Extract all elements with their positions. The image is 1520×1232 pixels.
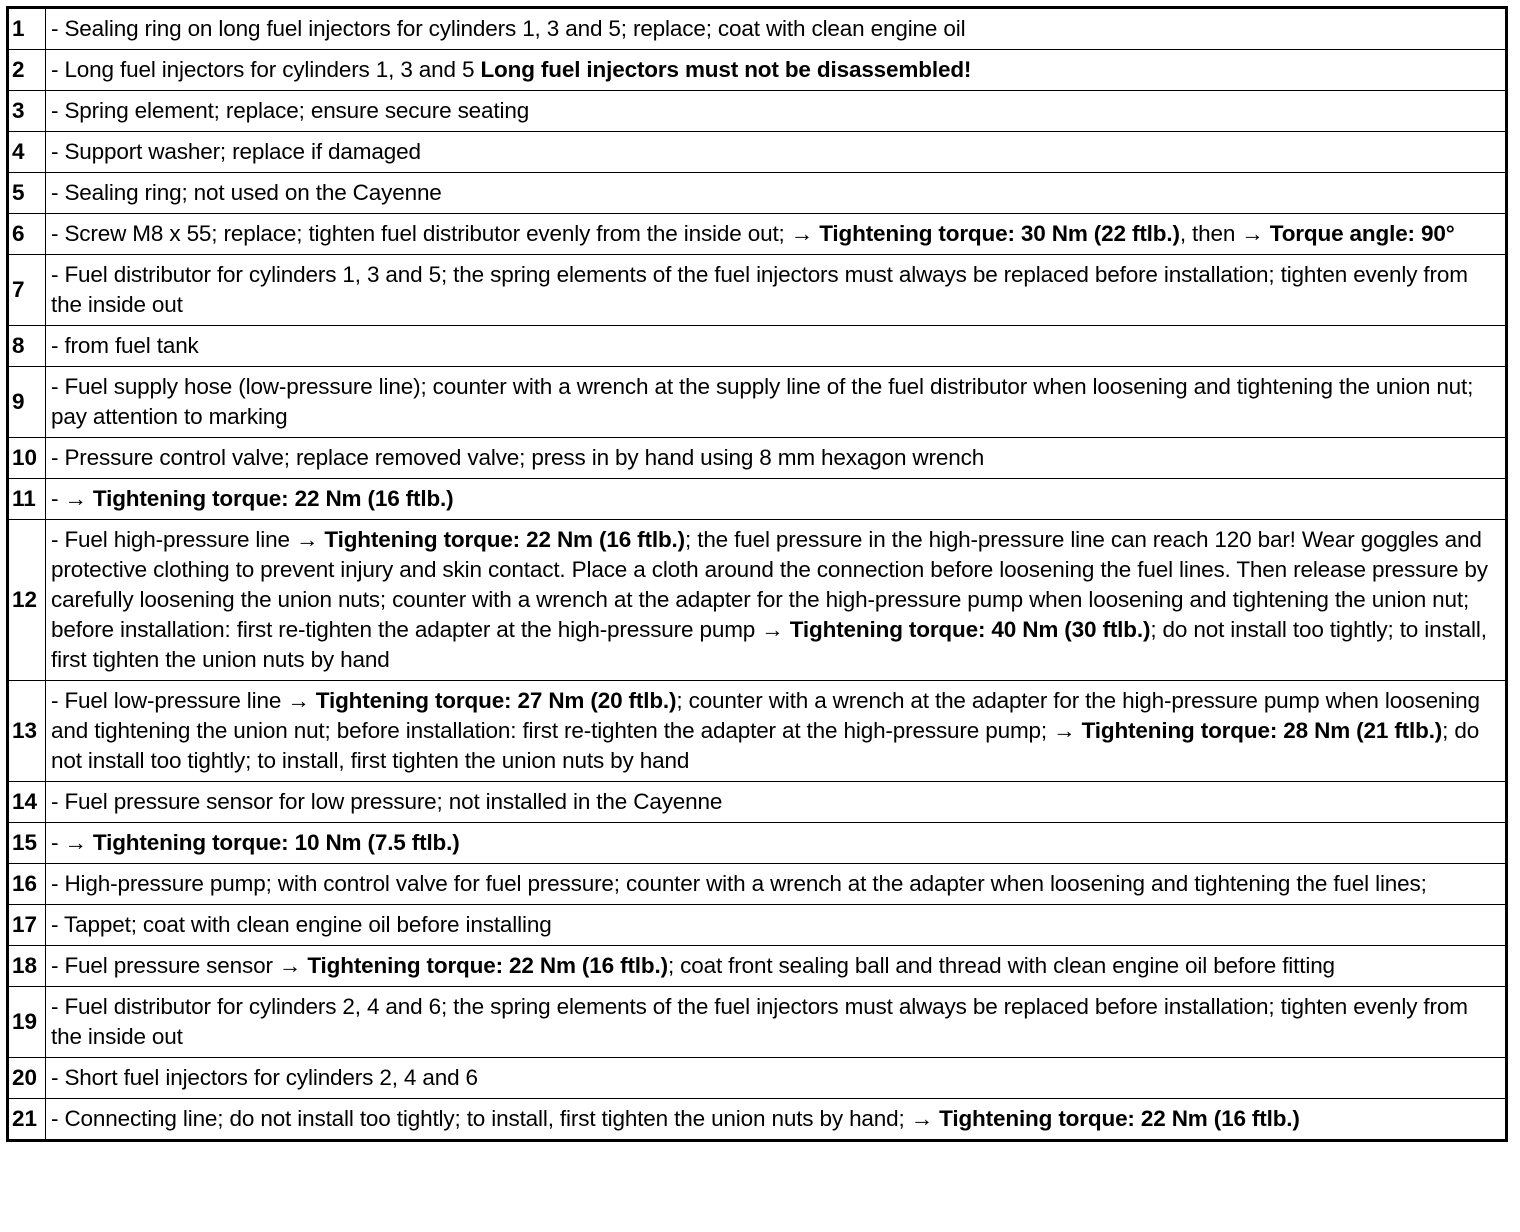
legend-row [8, 823, 1507, 864]
emphasis-text: Tightening torque: 22 Nm (16 ftlb.) [939, 1106, 1300, 1131]
item-description [46, 905, 1507, 946]
emphasis-text: Tightening torque: 40 Nm (30 ftlb.) [789, 617, 1151, 642]
legend-row [8, 91, 1507, 132]
description-text: - Sealing ring on long fuel injectors for cylinders 1, 3 and 5; replace; coat with clean engine oil [51, 16, 966, 41]
legend-row [8, 173, 1507, 214]
description-text: - Fuel low-pressure line → [51, 688, 316, 713]
description-text: - Fuel high-pressure line → [51, 527, 325, 552]
description-text: - → [51, 486, 93, 511]
legend-row [8, 367, 1507, 438]
legend-row [8, 946, 1507, 987]
item-description [46, 255, 1507, 326]
item-number: 17 [8, 905, 46, 946]
item-description [46, 782, 1507, 823]
item-number: 18 [8, 946, 46, 987]
item-number: 1 [8, 8, 46, 50]
description-text: - → [51, 830, 93, 855]
description-text: ; the fuel pressure in the high-pressure line can reach 120 bar! Wear goggles and protective clothing to prevent injury and skin contact. Place a cloth around the connection before loosening the fuel lines. Then release pressure by carefully loosening the union nuts; counter with a wrench at the adapter for the high-pressure pump when loosening and tightening the union nut; before installation: first re-tighten the adapter at the high-pressure pump → [51, 527, 1488, 642]
legend-row [8, 479, 1507, 520]
item-number: 15 [8, 823, 46, 864]
description-text: ; do not install too tightly; to install, first tighten the union nuts by hand [51, 617, 1487, 672]
legend-row [8, 132, 1507, 173]
description-text: - Fuel distributor for cylinders 1, 3 and 5; the spring elements of the fuel injectors must always be replaced before installation; tighten evenly from the inside out [51, 262, 1468, 317]
item-description [46, 50, 1507, 91]
item-number: 14 [8, 782, 46, 823]
parts-legend-table [6, 6, 1508, 1142]
description-text: - Fuel supply hose (low-pressure line); counter with a wrench at the supply line of the fuel distributor when loosening and tightening the union nut; pay attention to marking [51, 374, 1474, 429]
description-text: - Spring element; replace; ensure secure seating [51, 98, 530, 123]
item-description [46, 479, 1507, 520]
item-number: 7 [8, 255, 46, 326]
item-number: 12 [8, 520, 46, 681]
legend-row [8, 864, 1507, 905]
description-text: - Screw M8 x 55; replace; tighten fuel distributor evenly from the inside out; → [51, 221, 820, 246]
item-description [46, 438, 1507, 479]
description-text: , then → [1179, 221, 1270, 246]
item-number: 10 [8, 438, 46, 479]
parts-legend [6, 6, 1508, 1142]
legend-row [8, 438, 1507, 479]
emphasis-text: Tightening torque: 27 Nm (20 ftlb.) [315, 688, 677, 713]
item-description [46, 520, 1507, 681]
legend-body [8, 8, 1507, 1141]
item-description [46, 132, 1507, 173]
emphasis-text: Tightening torque: 22 Nm (16 ftlb.) [92, 486, 454, 511]
emphasis-text: Torque angle: 90° [1269, 221, 1455, 246]
legend-row [8, 681, 1507, 782]
legend-row [8, 326, 1507, 367]
item-number: 13 [8, 681, 46, 782]
legend-row [8, 8, 1507, 50]
item-number: 19 [8, 987, 46, 1058]
item-number: 8 [8, 326, 46, 367]
description-text: ; do not install too tightly; to install, first tighten the union nuts by hand [51, 718, 1480, 773]
item-description [46, 8, 1507, 50]
legend-row [8, 905, 1507, 946]
description-text: - Short fuel injectors for cylinders 2, 4 and 6 [51, 1065, 478, 1090]
item-number: 20 [8, 1058, 46, 1099]
description-text: - Support washer; replace if damaged [51, 139, 421, 164]
description-text: - Fuel pressure sensor → [51, 953, 308, 978]
description-text: - Sealing ring; not used on the Cayenne [51, 180, 442, 205]
legend-row [8, 520, 1507, 681]
legend-row [8, 1058, 1507, 1099]
description-text: - Connecting line; do not install too tightly; to install, first tighten the union nuts by hand; → [51, 1106, 940, 1131]
item-number: 9 [8, 367, 46, 438]
item-description [46, 987, 1507, 1058]
item-description [46, 326, 1507, 367]
emphasis-text: Long fuel injectors must not be disassembled! [480, 57, 972, 82]
legend-row [8, 1099, 1507, 1141]
item-description [46, 864, 1507, 905]
item-number: 3 [8, 91, 46, 132]
description-text: - Fuel distributor for cylinders 2, 4 and 6; the spring elements of the fuel injectors must always be replaced before installation; tighten evenly from the inside out [51, 994, 1468, 1049]
description-text: - Long fuel injectors for cylinders 1, 3 and 5 [51, 57, 481, 82]
item-number: 16 [8, 864, 46, 905]
item-number: 5 [8, 173, 46, 214]
item-number: 4 [8, 132, 46, 173]
item-description [46, 173, 1507, 214]
description-text: ; counter with a wrench at the adapter for the high-pressure pump when loosening and tightening the union nut; before installation: first re-tighten the adapter at the high-pressure pump; → [51, 688, 1480, 743]
description-text: ; coat front sealing ball and thread with clean engine oil before fitting [667, 953, 1335, 978]
legend-row [8, 214, 1507, 255]
item-number: 2 [8, 50, 46, 91]
item-description [46, 681, 1507, 782]
item-description [46, 1058, 1507, 1099]
description-text: - Pressure control valve; replace removed valve; press in by hand using 8 mm hexagon wrench [51, 445, 985, 470]
item-description [46, 946, 1507, 987]
legend-row [8, 50, 1507, 91]
emphasis-text: Tightening torque: 22 Nm (16 ftlb.) [307, 953, 668, 978]
item-description [46, 367, 1507, 438]
description-text: - from fuel tank [51, 333, 199, 358]
item-number: 6 [8, 214, 46, 255]
emphasis-text: Tightening torque: 28 Nm (21 ftlb.) [1081, 718, 1443, 743]
item-description [46, 91, 1507, 132]
description-text: - Fuel pressure sensor for low pressure; not installed in the Cayenne [51, 789, 723, 814]
item-number: 21 [8, 1099, 46, 1141]
legend-row [8, 782, 1507, 823]
description-text: - High-pressure pump; with control valve for fuel pressure; counter with a wrench at the adapter when loosening and tightening the fuel lines; [51, 871, 1427, 896]
item-description [46, 214, 1507, 255]
item-number: 11 [8, 479, 46, 520]
legend-row [8, 255, 1507, 326]
legend-row [8, 987, 1507, 1058]
emphasis-text: Tightening torque: 10 Nm (7.5 ftlb.) [92, 830, 460, 855]
item-description [46, 823, 1507, 864]
emphasis-text: Tightening torque: 22 Nm (16 ftlb.) [324, 527, 686, 552]
emphasis-text: Tightening torque: 30 Nm (22 ftlb.) [819, 221, 1180, 246]
item-description [46, 1099, 1507, 1141]
description-text: - Tappet; coat with clean engine oil before installing [51, 912, 552, 937]
